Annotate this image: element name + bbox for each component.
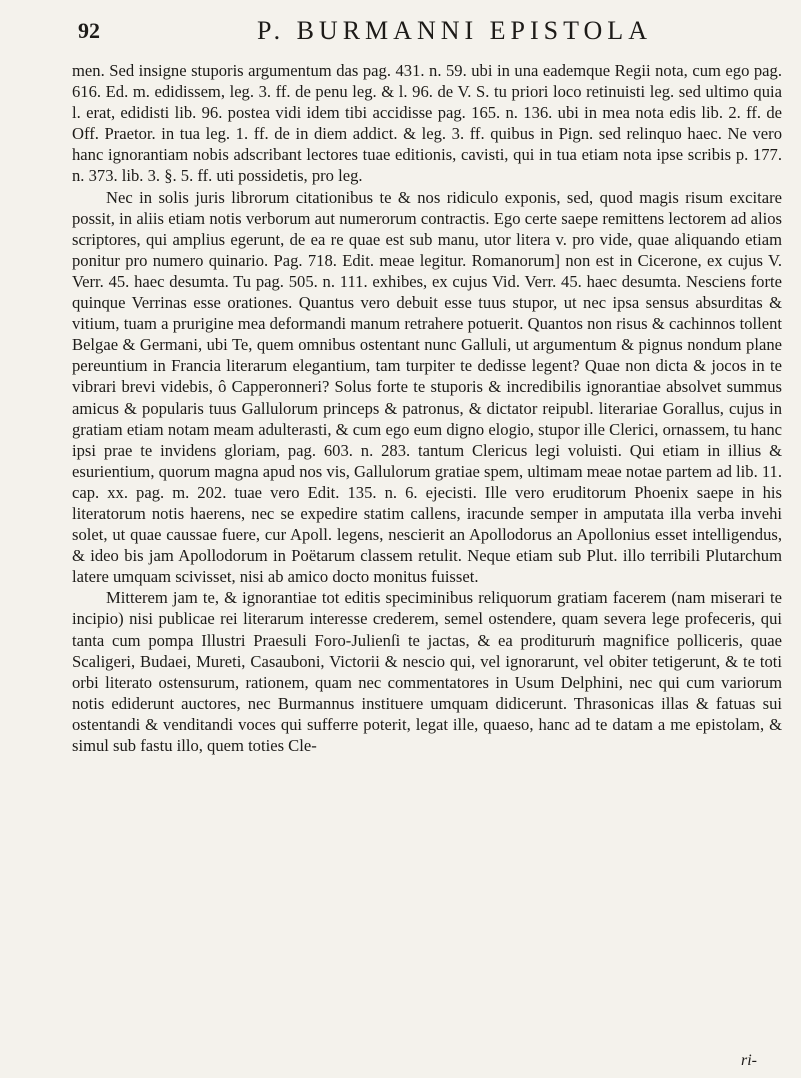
- page-number: 92: [78, 18, 100, 43]
- page-header: [78, 14, 771, 50]
- paragraph-1: men. Sed insigne stuporis argumentum das pag. 431. n. 59. ubi in una eademque Regii nota, cum ego pag. 616. Ed. m. edidissem, leg. 3. ff. de penu leg. & l. 96. de V. S. tu priori loco retinuisti leg. sed ultimo quia l. erat, edidisti lib. 96. postea vidi idem tibi accidisse pag. 165. n. 136. ubi in mea nota edis lib. 2. ff. de Off. Praetor. in tua leg. 1. ff. de in diem addict. & leg. 3. ff. quibus in Pign. sed relinquo haec. Ne vero hanc ignorantiam nobis adscribant lectores tuae editionis, cavisti, qui in tua etiam nota ipse scribis p. 177. n. 373. lib. 3. §. 5. ff. uti possidetis, pro leg.: [72, 61, 782, 186]
- paragraph-2: Nec in solis juris librorum citationibus te & nos ridiculo exponis, sed, quod magis risum excitare possit, in aliis etiam notis verborum aut numerorum contractis. Ego certe saepe remittens lectorem ad alios scriptores, qui amplius egerunt, de ea re quae est sub manu, utor litera v. pro vide, quae aliquando etiam ponitur pro numero quinario. Pag. 718. Edit. meae legitur. Romanorum] non est in Cicerone, ex cujus V. Verr. 45. haec desumta. Tu pag. 505. n. 111. exhibes, ex cujus Vid. Verr. 45. haec desumta. Nesciens forte quinque Verrinas esse orationes. Quantus vero debuit esse tuus stupor, ut nec ipsa sensus absurditas & vitium, tuam a prurigine mea deformandi manum retrahere potuerit. Quantos non risus & cachinnos tollent Belgae & Germani, ubi Te, quem omnibus ostentant nunc Galluli, ut argumentum & pignus nondum plane pereuntium in Francia literarum elegantium, tam turpiter te dedisse legent? Quae non dicta & jocos in te vibrari brevi videbis, ô Capperonneri? Solus forte te stuporis & incredibilis ignorantiae absolvet summus amicus & popularis tuus Gallulorum princeps & patronus, & dictator reipubl. literariae Gorallus, cujus in gratiam etiam notam meam adulterasti, & cum ego eum digno elogio, stupor ille Clerici, ornassem, tu hanc ipsi prae te invidens gloriam, pag. 603. n. 283. tantum Clericus legi voluisti. Qui etiam in illius & esurientium, quorum magna apud nos vis, Gallulorum gratiae spem, ultimam meae notae partem ad lib. 11. cap. xx. pag. m. 202. tuae vero Edit. 135. n. 6. ejecisti. Ille vero eruditorum Phoenix saepe in his literatorum notis haerens, nec se expedire statim callens, iracunde semper in amputata illa verba invehi solet, ut quae caussae fuere, cur Apoll. legens, nescierit an Apollodorus an Apollonius esset intelligendus, & ideo bis jam Apollodorum in Poëtarum classem retulit. Neque etiam sub Plut. illo terribili Plutarchum latere umquam scivisset, nisi ab amico docto monitus fuisset.: [72, 187, 782, 587]
- catchword: ri-: [741, 1052, 757, 1069]
- paragraph-3: Mitterem jam te, & ignorantiae tot editis speciminibus reliquorum gratiam facerem (nam miserari te incipio) nisi publicae rei literarum interesse crederem, semel ostendere, quam severa lege profeceris, qui tanta cum pompa Illustri Praesuli Foro-Julienſi te jactas, & ea prodituruṁ magnifice polliceris, quae Scaligeri, Budaei, Mureti, Casauboni, Victorii & nescio qui, vel ignorarunt, vel obiter tetigerunt, & te toti orbi literato ostensurum, rationem, quam nec commentatores in Usum Delphini, nec qui cum variorum notis ediderunt auctores, nec Burmannus instituere umquam didicerunt. Thrasonicas illas & fatuas sui ostentandi & venditandi voces qui sufferre poterit, legat ille, quaeso, hanc ad te datam a me epistolam, & simul sub fastu illo, quem toties Cle-: [72, 588, 782, 755]
- running-head: P. BURMANNI EPISTOLA: [257, 16, 652, 45]
- text-body: [72, 60, 782, 756]
